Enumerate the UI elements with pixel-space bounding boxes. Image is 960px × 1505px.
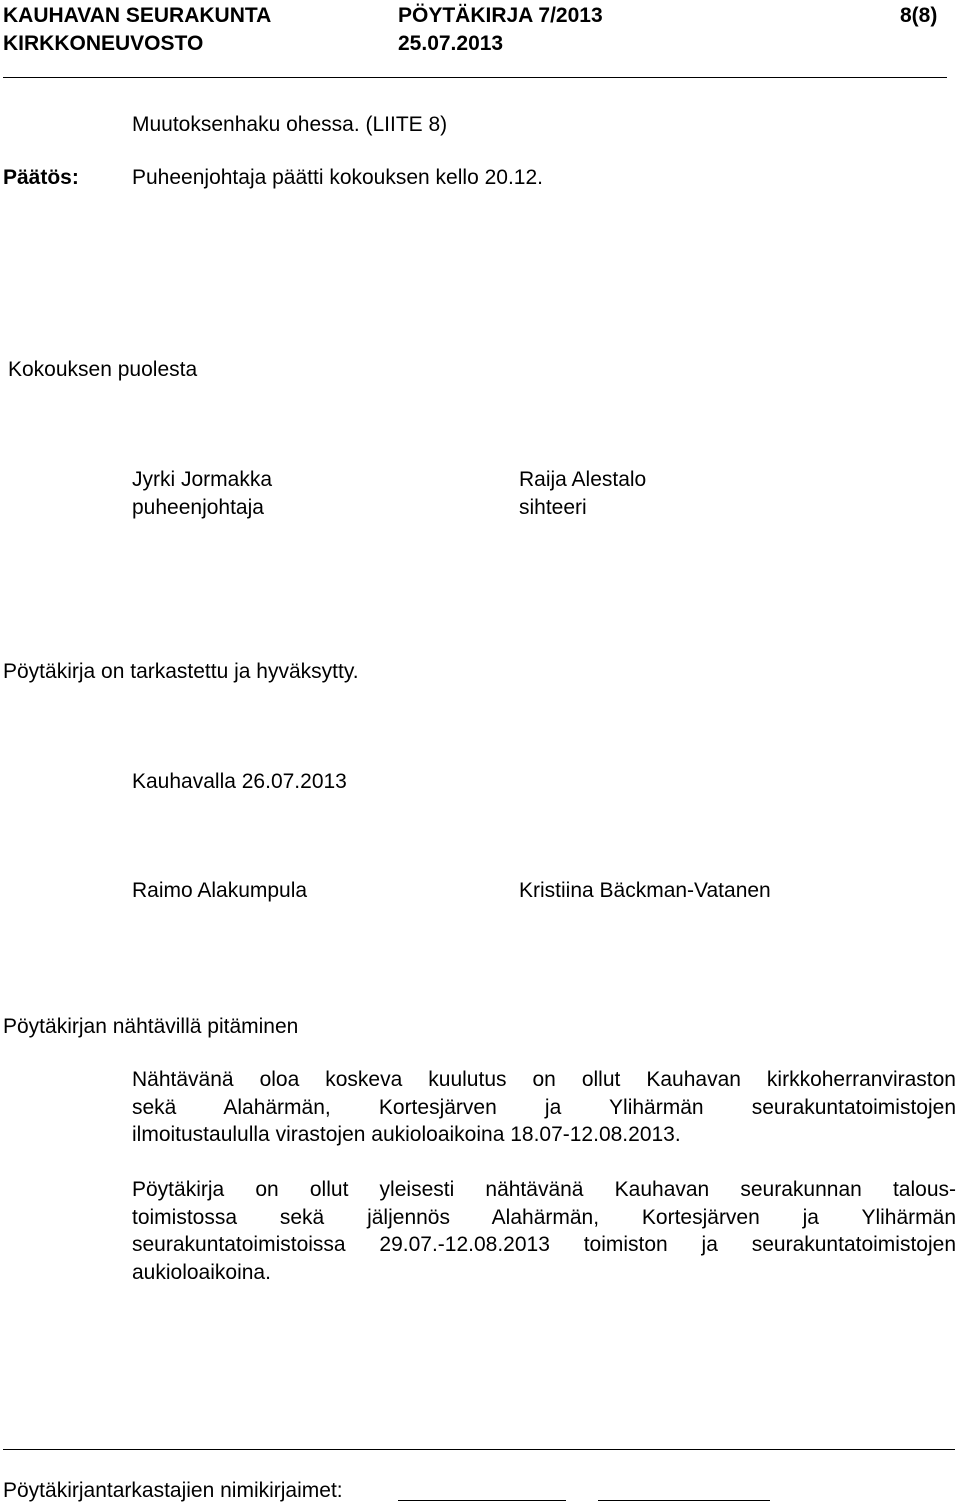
secretary-name: Raija Alestalo — [519, 468, 647, 491]
paragraph-line: toimistossa sekä jäljennös Alahärmän, Kortesjärven ja Ylihärmän — [132, 1205, 956, 1229]
public-display-paragraph-2 — [132, 1176, 956, 1286]
paragraph-line: Nähtävänä oloa koskeva kuulutus on ollut Kauhavan kirkkoherranviraston — [132, 1068, 956, 1091]
initials-line-1 — [398, 1500, 566, 1501]
header-rule — [3, 77, 947, 78]
appeal-line: Muutoksenhaku ohessa. (LIITE 8) — [132, 113, 448, 136]
chair-name: Jyrki Jormakka — [132, 468, 273, 491]
initials-line-2 — [598, 1500, 770, 1501]
decision-label: Päätös: — [3, 166, 79, 189]
paragraph-line: aukioloaikoina. — [132, 1260, 271, 1284]
initials-label: Pöytäkirjantarkastajien nimikirjaimet: — [3, 1479, 343, 1502]
checker-1-name: Raimo Alakumpula — [132, 879, 308, 902]
header-organization: KAUHAVAN SEURAKUNTA — [3, 4, 272, 27]
public-display-paragraph-1 — [132, 1066, 956, 1149]
paragraph-line: seurakuntatoimistoissa 29.07.-12.08.2013 toimiston ja seurakuntatoimistojen — [132, 1233, 956, 1256]
footer-rule — [3, 1449, 955, 1450]
approval-statement: Pöytäkirja on tarkastettu ja hyväksytty. — [3, 660, 359, 683]
header-date: 25.07.2013 — [398, 32, 504, 55]
checker-2-name: Kristiina Bäckman-Vatanen — [519, 879, 771, 902]
chair-role: puheenjohtaja — [132, 496, 264, 519]
place-and-date: Kauhavalla 26.07.2013 — [132, 770, 347, 793]
public-display-heading: Pöytäkirjan nähtävillä pitäminen — [3, 1015, 299, 1038]
decision-text: Puheenjohtaja päätti kokouksen kello 20.12. — [132, 166, 543, 189]
header-document-number: PÖYTÄKIRJA 7/2013 — [398, 4, 603, 27]
paragraph-line: ilmoitustaululla virastojen aukioloaikoina 18.07-12.08.2013. — [132, 1123, 681, 1146]
header-body: KIRKKONEUVOSTO — [3, 32, 204, 55]
header-page-number: 8(8) — [900, 4, 938, 27]
secretary-role: sihteeri — [519, 496, 587, 519]
paragraph-line: Pöytäkirja on ollut yleisesti nähtävänä Kauhavan seurakunnan talous- — [132, 1178, 956, 1201]
paragraph-line: sekä Alahärmän, Kortesjärven ja Ylihärmän seurakuntatoimistojen — [132, 1095, 956, 1119]
on-behalf-line: Kokouksen puolesta — [8, 358, 198, 381]
